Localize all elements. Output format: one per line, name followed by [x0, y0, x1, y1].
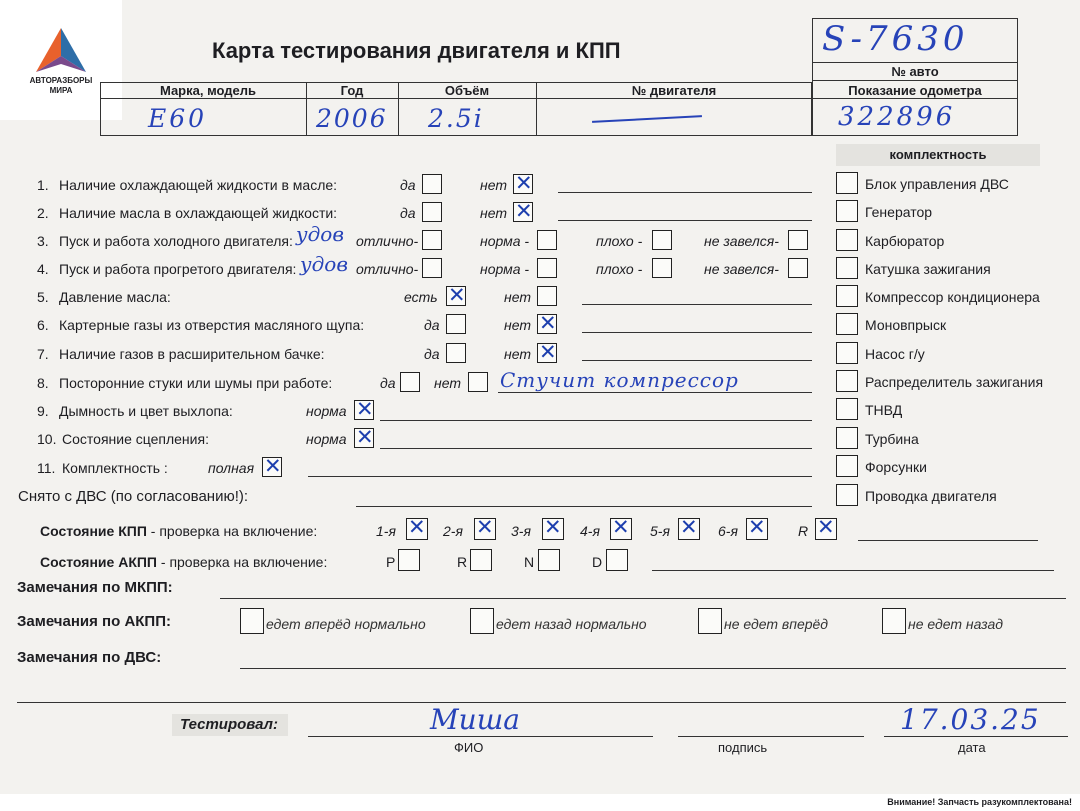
q6-opt-yes-label: да [424, 317, 440, 333]
signature-caption: подпись [718, 740, 768, 755]
kit-checkbox-3[interactable] [836, 229, 858, 251]
q1-no-checkbox[interactable] [513, 171, 533, 195]
q11-full-checkbox[interactable] [262, 454, 282, 478]
akpp-remark-checkbox-1[interactable] [240, 608, 264, 634]
q9-text: Дымность и цвет выхлопа: [59, 403, 233, 419]
gear-label-4: 4-я [580, 523, 600, 539]
akpp-mode-checkbox-2[interactable] [470, 549, 492, 571]
q6-no-checkbox[interactable] [537, 311, 557, 335]
q1-text: Наличие охлаждающей жидкости в масле: [59, 177, 338, 193]
q4-nostart-checkbox[interactable] [788, 258, 808, 278]
akpp-remark-label-3: не едет вперёд [724, 616, 829, 632]
q9-opt-normal-label: норма [306, 403, 347, 419]
q7-no-checkbox[interactable] [537, 340, 557, 364]
kit-item-label-2: Генератор [865, 204, 933, 220]
q3-opt-nostart-label: не завелся- [704, 233, 779, 249]
q9-number: 9. [37, 403, 49, 419]
q7-opt-yes-label: да [424, 346, 440, 362]
kit-checkbox-4[interactable] [836, 257, 858, 279]
gear-label-7: R [798, 523, 809, 539]
logo-icon [32, 26, 90, 74]
q10-normal-checkbox[interactable] [354, 425, 374, 449]
q8-handwritten-note: Стучит компрессор [500, 368, 739, 392]
akpp-mode-checkbox-4[interactable] [606, 549, 628, 571]
q3-nostart-checkbox[interactable] [788, 230, 808, 250]
q7-number: 7. [37, 346, 49, 362]
check-mark: ✕ [612, 515, 630, 539]
kpp-label-rest: - проверка на включение: [146, 523, 318, 539]
kit-checkbox-9[interactable] [836, 398, 858, 420]
akpp-label-rest: - проверка на включение: [157, 554, 328, 570]
q4-bad-checkbox[interactable] [652, 258, 672, 278]
kit-checkbox-2[interactable] [836, 200, 858, 222]
akpp-remark-label-1: едет вперёд нормально [266, 616, 426, 632]
kit-title: комплектность [889, 147, 987, 162]
kit-checkbox-1[interactable] [836, 172, 858, 194]
remarks-akpp-label: Замечания по АКПП: [17, 613, 171, 630]
akpp-mode-checkbox-1[interactable] [398, 549, 420, 571]
q4-text: Пуск и работа прогретого двигателя: [59, 261, 297, 277]
check-mark: ✕ [264, 454, 282, 478]
akpp-remark-label-4: не едет назад [908, 616, 1003, 632]
gear-checkbox-1[interactable] [406, 515, 428, 540]
logo-text-line2: МИРА [49, 86, 73, 95]
gear-label-3: 3-я [511, 523, 531, 539]
check-mark: ✕ [448, 283, 466, 307]
col-header-engine-number: № двигателя [631, 83, 717, 98]
q6-number: 6. [37, 317, 49, 333]
q9-normal-checkbox[interactable] [354, 397, 374, 421]
logo-text-line1: АВТОРАЗБОРЫ [29, 76, 93, 85]
q7-text: Наличие газов в расширительном бачке: [59, 346, 325, 362]
q6-yes-checkbox[interactable] [446, 314, 466, 334]
akpp-remark-checkbox-3[interactable] [698, 608, 722, 634]
check-mark: ✕ [476, 515, 494, 539]
q2-no-checkbox[interactable] [513, 199, 533, 223]
q3-text: Пуск и работа холодного двигателя: [59, 233, 293, 249]
auto-number-label: № авто [891, 64, 939, 79]
q6-text: Картерные газы из отверстия масляного щупа: [59, 317, 365, 333]
gear-checkbox-6[interactable] [746, 515, 768, 540]
check-mark: ✕ [539, 311, 557, 335]
q3-number: 3. [37, 233, 49, 249]
q11-opt-full-label: полная [208, 460, 255, 476]
akpp-mode-label-4: D [592, 554, 603, 570]
q4-opt-normal-label: норма - [480, 261, 530, 277]
tested-label: Тестировал: [180, 716, 278, 733]
kit-item-label-5: Компрессор кондиционера [865, 289, 1040, 305]
kit-checkbox-6[interactable] [836, 313, 858, 335]
q7-opt-no-label: нет [504, 346, 531, 362]
gear-checkbox-7[interactable] [815, 515, 837, 540]
kit-item-label-9: ТНВД [865, 402, 903, 418]
q5-number: 5. [37, 289, 49, 305]
q5-opt-yes-label: есть [404, 289, 438, 305]
q10-text: Состояние сцепления: [62, 431, 209, 447]
check-mark: ✕ [539, 340, 557, 364]
volume-value: 2.5i [428, 104, 484, 133]
col-header-model: Марка, модель [159, 83, 257, 98]
kpp-label [40, 523, 317, 539]
q4-excellent-checkbox[interactable] [422, 258, 442, 278]
kit-item-label-3: Карбюратор [865, 233, 945, 249]
akpp-mode-label-1: P [386, 554, 396, 570]
q3-excellent-checkbox[interactable] [422, 230, 442, 250]
q2-yes-checkbox[interactable] [422, 202, 442, 222]
year-value: 2006 [316, 104, 388, 133]
kit-item-label-12: Проводка двигателя [865, 488, 997, 504]
odometer-value: 322896 [838, 102, 956, 132]
col-header-odometer: Показание одометра [848, 83, 982, 98]
remarks-mkpp-label: Замечания по МКПП: [17, 579, 173, 596]
q8-text: Посторонние стуки или шумы при работе: [59, 375, 333, 391]
akpp-label [40, 554, 327, 570]
q4-opt-excellent-label: отлично- [356, 261, 419, 277]
kit-item-label-1: Блок управления ДВС [865, 176, 1009, 192]
q4-normal-checkbox[interactable] [537, 258, 557, 278]
q2-opt-no-label: нет [480, 205, 507, 221]
kit-item-label-6: Моновпрыск [865, 317, 947, 333]
check-mark: ✕ [408, 515, 426, 539]
akpp-label-bold: Состояние АКПП [40, 554, 157, 570]
q2-text: Наличие масла в охлаждающей жидкости: [59, 205, 338, 221]
form-title: Карта тестирования двигателя и КПП [212, 38, 621, 63]
check-mark: ✕ [356, 425, 374, 449]
check-mark: ✕ [544, 515, 562, 539]
q4-handwritten-note: удов [300, 252, 348, 276]
kit-checkbox-11[interactable] [836, 455, 858, 477]
check-mark: ✕ [817, 515, 835, 539]
q1-yes-checkbox[interactable] [422, 174, 442, 194]
q11-number: 11. [37, 460, 56, 476]
kit-checkbox-8[interactable] [836, 370, 858, 392]
q5-opt-no-label: нет [504, 289, 531, 305]
check-mark: ✕ [680, 515, 698, 539]
kit-item-label-7: Насос г/у [865, 346, 925, 362]
q3-bad-checkbox[interactable] [652, 230, 672, 250]
q3-handwritten-note: удов [296, 222, 344, 246]
akpp-mode-checkbox-3[interactable] [538, 549, 560, 571]
date-value: 17.03.25 [900, 703, 1041, 736]
model-value: E60 [148, 104, 208, 133]
q1-number: 1. [37, 177, 49, 193]
check-mark: ✕ [356, 397, 374, 421]
gear-label-1: 1-я [376, 523, 396, 539]
q8-opt-no-label: нет [434, 375, 461, 391]
auto-number-value: S-7630 [822, 19, 969, 59]
q4-opt-bad-label: плохо - [596, 261, 643, 277]
check-mark: ✕ [515, 171, 533, 195]
q3-opt-excellent-label: отлично- [356, 233, 419, 249]
akpp-remark-label-2: едет назад нормально [496, 616, 647, 632]
removed-from-engine-label: Снято с ДВС (по согласованию!): [18, 488, 249, 505]
warning-strip [0, 794, 1080, 811]
q4-number: 4. [37, 261, 49, 277]
col-header-year: Год [340, 83, 364, 98]
q11-text: Комплектность : [62, 460, 168, 476]
kit-item-label-4: Катушка зажигания [865, 261, 991, 277]
kit-checkbox-5[interactable] [836, 285, 858, 307]
q8-number: 8. [37, 375, 49, 391]
q2-number: 2. [37, 205, 49, 221]
gear-checkbox-5[interactable] [678, 515, 700, 540]
q8-opt-yes-label: да [380, 375, 396, 391]
q10-opt-normal-label: норма [306, 431, 347, 447]
q2-opt-yes-label: да [400, 205, 416, 221]
remarks-dvs-label: Замечания по ДВС: [17, 649, 162, 666]
akpp-mode-label-3: N [524, 554, 535, 570]
col-header-volume: Объём [444, 83, 490, 98]
tester-name-signature: Миша [430, 703, 520, 736]
akpp-remark-checkbox-4[interactable] [882, 608, 906, 634]
gear-checkbox-4[interactable] [610, 515, 632, 540]
gear-checkbox-2[interactable] [474, 515, 496, 540]
q4-opt-nostart-label: не завелся- [704, 261, 779, 277]
kit-item-label-8: Распределитель зажигания [865, 374, 1044, 390]
q3-opt-normal-label: норма - [480, 233, 530, 249]
check-mark: ✕ [748, 515, 766, 539]
q1-opt-yes-label: да [400, 177, 416, 193]
akpp-remark-checkbox-2[interactable] [470, 608, 494, 634]
q3-opt-bad-label: плохо - [596, 233, 643, 249]
warning-text: Внимание! Запчасть разукомплектована! [887, 797, 1072, 807]
q1-opt-no-label: нет [480, 177, 507, 193]
gear-label-6: 6-я [718, 523, 738, 539]
q7-yes-checkbox[interactable] [446, 343, 466, 363]
q5-no-checkbox[interactable] [537, 286, 557, 306]
fio-caption: ФИО [454, 740, 484, 755]
gear-label-2: 2-я [443, 523, 463, 539]
q5-yes-checkbox[interactable] [446, 283, 466, 307]
kit-checkbox-12[interactable] [836, 484, 858, 506]
gear-checkbox-3[interactable] [542, 515, 564, 540]
kpp-label-bold: Состояние КПП [40, 523, 147, 539]
q8-yes-checkbox[interactable] [400, 372, 420, 392]
kit-checkbox-7[interactable] [836, 342, 858, 364]
q8-no-checkbox[interactable] [468, 372, 488, 392]
akpp-mode-label-2: R [457, 554, 468, 570]
q6-opt-no-label: нет [504, 317, 531, 333]
kit-item-label-11: Форсунки [865, 459, 927, 475]
q3-normal-checkbox[interactable] [537, 230, 557, 250]
check-mark: ✕ [515, 199, 533, 223]
date-caption: дата [958, 740, 986, 755]
q10-number: 10. [37, 431, 57, 447]
kit-item-label-10: Турбина [865, 431, 919, 447]
gear-label-5: 5-я [650, 523, 670, 539]
q5-text: Давление масла: [59, 289, 171, 305]
kit-checkbox-10[interactable] [836, 427, 858, 449]
